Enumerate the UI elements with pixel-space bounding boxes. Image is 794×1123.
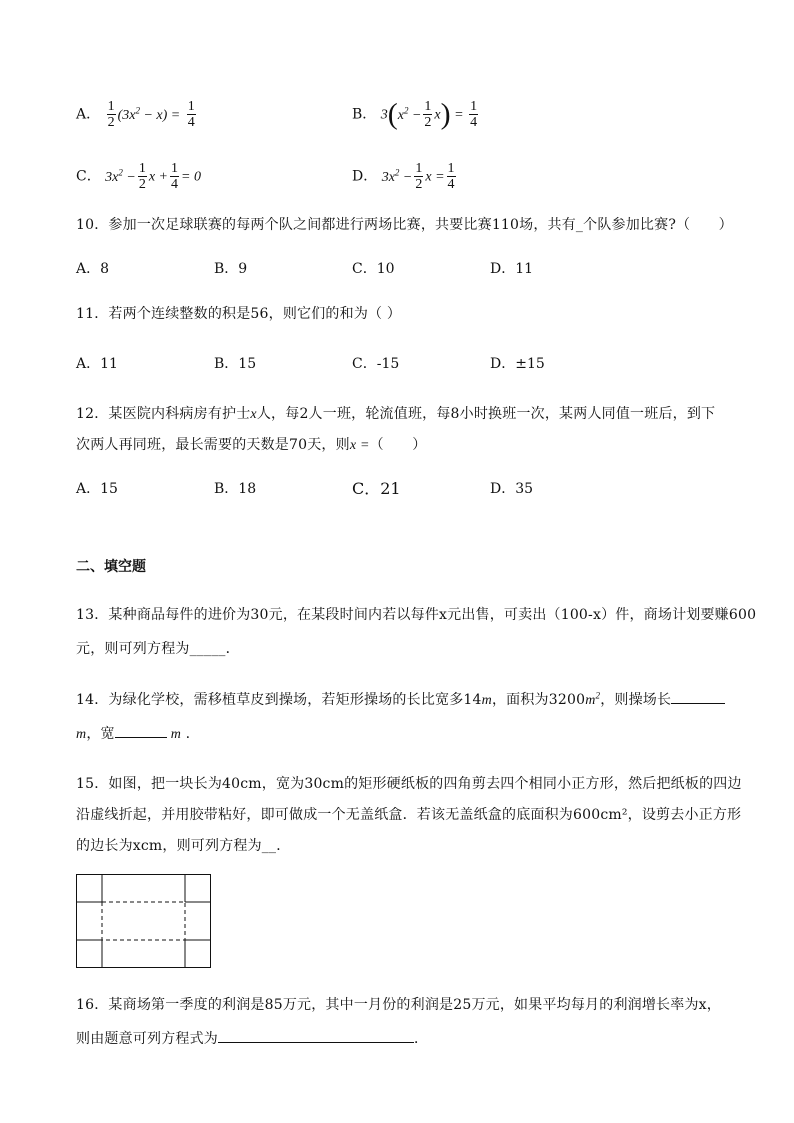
q9-option-a [76, 90, 198, 130]
q10-option-d: D．11 [490, 261, 534, 277]
math-expr-d: $3x^2$ − [381, 167, 413, 185]
q15-line2: 沿虚线折起，并用胶带粘好，即可做成一个无盖纸盒．若该无盖纸盒的底面积为600cm²，设剪去小正方形 [76, 807, 742, 823]
q9-option-d [352, 152, 458, 192]
math-expr-b3: x [434, 107, 441, 123]
fraction: $\frac{1}{4}$ [470, 99, 478, 131]
q14-line1 [76, 689, 725, 709]
math-expr-b: 3 [380, 107, 388, 123]
q11-option-a: A．11 [76, 356, 118, 372]
math-expr-d2: x = [425, 169, 445, 185]
q16-period: ． [414, 1031, 429, 1047]
q16-line1: 16．某商场第一季度的利润是85万元，其中一月份的利润是25万元，如果平均每月的利润增长率为x， [76, 997, 721, 1013]
q15-line3: 的边长为xcm，则可列方程为__． [76, 838, 291, 854]
q14-period: . [181, 726, 191, 742]
q11-option-b: B．15 [214, 356, 257, 372]
answer-blank[interactable] [218, 1028, 414, 1043]
option-label: D． [352, 168, 378, 185]
fraction: $\frac{1}{4}$ [171, 161, 179, 193]
math-expr-c3: = 0 [181, 169, 201, 185]
q10-option-b: B．9 [214, 261, 248, 277]
q14-width-text: ，宽 [86, 726, 115, 742]
answer-blank-width[interactable] [115, 723, 167, 738]
q12-text-post: 人，每2人一班，轮流值班，每8小时换班一次，某两人同值一班后，到下 [256, 406, 716, 422]
fraction: $\frac{1}{2}$ [415, 161, 423, 193]
q10-option-a: A．8 [76, 261, 110, 277]
q9-option-c [76, 152, 201, 192]
answer-blank-length[interactable] [671, 689, 725, 704]
fraction: $\frac{1}{4}$ [187, 99, 195, 131]
fraction: $\frac{1}{2}$ [107, 99, 115, 131]
q14-text-pre: 14．为绿化学校，需移植草皮到操场，若矩形操场的长比宽多14 [76, 692, 482, 708]
unit-m: m [76, 727, 87, 742]
fraction: $\frac{1}{4}$ [447, 161, 455, 193]
q12-paren: （ ） [369, 437, 427, 453]
q14-text-post: ，则操场长 [600, 692, 672, 708]
math-expr-b2: $x^2$ − [397, 105, 422, 123]
q11-text: 11．若两个连续整数的积是56，则它们的和为（ ） [76, 306, 402, 322]
math-expr-c2: x + [148, 169, 169, 185]
q10-option-c: C．10 [352, 261, 395, 277]
unit-m2: $m^2$ [585, 690, 601, 708]
q12-text-pre: 12．某医院内科病房有护士 [76, 406, 251, 422]
paren: ) [440, 97, 451, 131]
q13-line2: 元，则可列方程为_____． [76, 641, 240, 657]
option-label: A． [76, 106, 101, 123]
section-title: 二、填空题 [76, 559, 146, 575]
q14-line2 [76, 723, 190, 743]
cardboard-figure [76, 874, 211, 968]
unit-m: m [170, 727, 182, 742]
fraction: $\frac{1}{2}$ [424, 99, 432, 131]
math-expr-c: $3x^2$ − [105, 167, 136, 185]
q12-line2 [76, 434, 426, 454]
q16-line2 [76, 1028, 428, 1048]
q12-option-b: B．18 [214, 481, 257, 497]
q11-option-c: C．-15 [352, 356, 400, 372]
equals: = [450, 107, 468, 123]
fold-dashed-rect [102, 902, 185, 940]
q13-line1: 13．某种商品每件的进价为30元，在某段时间内若以每件x元出售，可卖出（100-x）件，商场计划要赚600 [76, 607, 757, 623]
q12-text-line2: 次两人再同班，最长需要的天数是70天，则 [76, 437, 350, 453]
q14-text-mid: ，面积为3200 [491, 692, 586, 708]
unit-m: m [481, 693, 492, 708]
q12-line1 [76, 403, 715, 423]
q12-option-a: A．15 [76, 481, 118, 497]
option-label: C． [76, 168, 101, 185]
outer-rect [77, 875, 211, 968]
fraction: $\frac{1}{2}$ [138, 161, 146, 193]
option-label: B． [352, 106, 377, 123]
q10-text: 10．参加一次足球联赛的每两个队之间都进行两场比赛，共要比赛110场，共有_个队参加比赛?（ ） [76, 217, 733, 233]
q16-text-line2: 则由题意可列方程式为 [76, 1031, 218, 1047]
q12-x-equals: x = [349, 438, 370, 453]
q12-option-c: C．21 [352, 479, 401, 498]
q9-option-b [352, 88, 480, 132]
q12-var: x [250, 407, 257, 422]
math-expr-a: $(3x^2 - x)$ = [117, 105, 181, 123]
q15-line1: 15．如图，把一块长为40cm，宽为30cm的矩形硬纸板的四角剪去四个相同小正方形，然后把纸板的四边 [76, 776, 742, 792]
q12-option-d: D．35 [490, 481, 534, 497]
paren: ( [387, 97, 398, 131]
q11-option-d: D．±15 [490, 356, 545, 372]
